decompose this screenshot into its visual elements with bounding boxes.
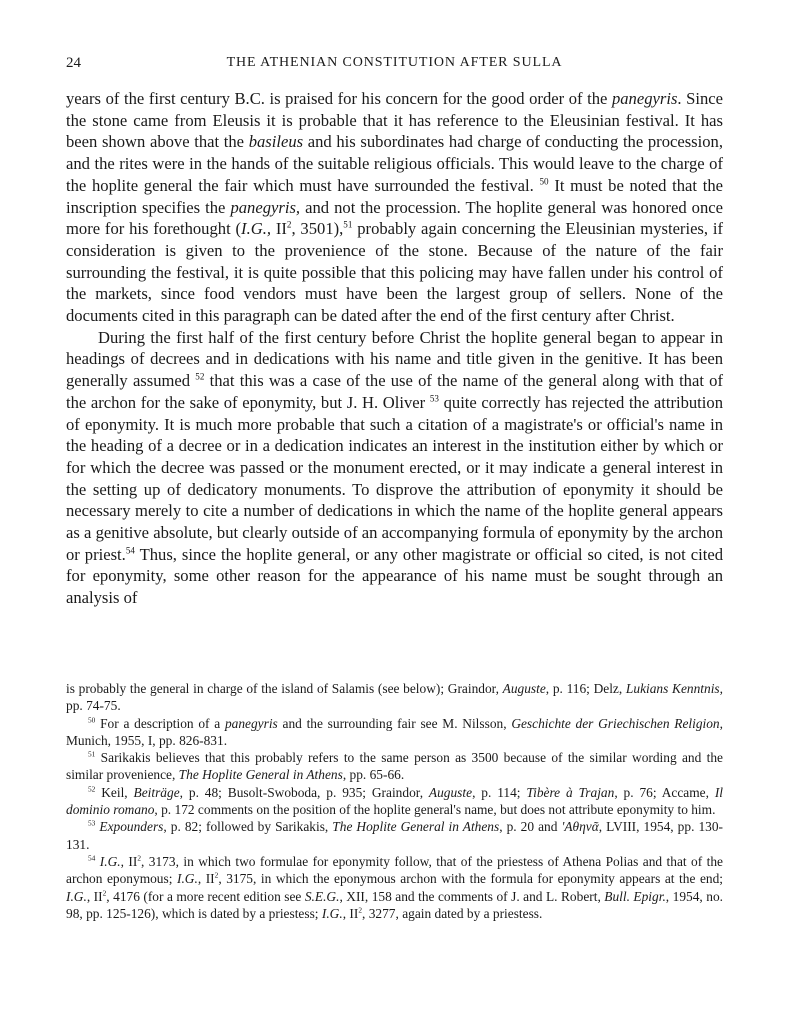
note-ref: 51 [343,219,353,230]
footnote-53 [66,818,723,853]
text-run: , Munich, 1955, I, pp. 826-831. [66,715,723,748]
note-ref: 54 [125,545,135,556]
italic-text: Auguste [502,681,546,696]
italic-text: Lukians Kenntnis [625,681,720,696]
text-run: , p. 48; Busolt-Swoboda, p. 935; Graindor, [179,784,429,800]
footnotes [66,680,723,922]
text-run: B.C. [234,89,265,108]
italic-text: The Hoplite General in Athens [178,767,343,783]
text-run: that this was a case of the use of the name of the general along with that of the archon for the sake of eponymity, but J. H. Oliver [66,371,723,412]
paragraph [66,88,723,327]
footnote-51 [66,749,723,784]
note-ref: 2 [137,853,142,863]
text-run: , 3175, in which the eponymous archon with the formula for eponymity appears at the end; [218,871,723,887]
text-run: , II [342,905,359,921]
italic-text: Il dominio romano [66,784,723,818]
italic-text: I.G. [321,905,343,921]
text-run: , 3173, in which two formulae for eponymity follow, that of the priestess of Athena Polias and that of the archon eponymous; [66,853,723,887]
text-run: , p. 116; Delz, [545,681,626,696]
text-run: years of the first century [66,89,235,108]
note-ref: 51 [88,749,96,759]
paragraph [66,327,723,609]
italic-text: 'Αθηνᾶ [561,819,599,835]
text-run: is probably the general in charge of the island of Salamis (see below); Graindor, [66,681,503,696]
text-run: , LVIII, 1954, pp. 130-131. [66,819,723,852]
italic-text: basileus [248,132,304,152]
text-run: quite correctly has rejected the attribution of eponymity. It is much more probable that such a citation of a magistrate's or official's name in the heading of a decree or in a dedication indicates an interest in the institution either by which or for which the decree was passed or the monument erected, or it may indicate a general interest in the setting up of dedicatory monuments. To disprove the attribution of eponymity it should be necessary merely to cite a number of dedications in which the name of the hoplite general appears as a genitive absolute, but clearly outside of an accompanying formula of eponymity by the archon or priest. [66,392,723,564]
note-ref: 54 [88,853,96,863]
text-run: , 1954, no. 98, pp. 125-126), which is dated by a priestess; [66,888,723,921]
note-ref: 2 [286,219,292,230]
italic-text: Bull. Epigr. [604,888,666,904]
footnote-50 [66,715,723,750]
text-run: . Since the stone came from Eleusis it is probable that it has reference to the Eleusinian festival. It has been shown above that the [66,89,723,152]
text-run: For a description of a [95,715,225,731]
text-run: is praised for his concern for the good order of the [264,89,612,108]
text-run: , II [197,871,215,887]
text-run: probably again concerning the Eleusinian mysteries, if consideration is given to the provenience of the stone. Because of the nature of the fair surrounding the festival, it is quite possible that this policing may have fallen under his control of the markets, since food vendors must have been the largest group of sellers. None of the documents cited in this paragraph can be dated after the end of the first century after Christ. [66,219,723,326]
note-ref: 52 [88,784,96,794]
text-run: During the first half of the first century before Christ the hoplite general began to appear in headings of decrees and in dedications with his name and title given in the genitive. It has been generally assumed [66,327,723,391]
text-run: II [271,219,287,239]
note-ref: 2 [214,870,219,880]
text-run: and his subordinates had charge of conducting the procession, and the rites were in the hands of the suitable religious officials. This would leave to the charge of the hoplite general the fair which must have surrounded the festival. [66,132,723,195]
text-run: Thus, since the hoplite general, or any other magistrate or official so cited, is not cited for eponymity, some other reason for the appearance of his name must be sought through an analysis of [66,544,723,608]
body-text [66,88,723,609]
text-run: and not the procession. The hoplite general was honored once more for his forethought ( [66,197,724,239]
italic-text: The Hoplite General in Athens [332,819,500,835]
footnote-52 [66,784,723,819]
italic-text: panegyris [224,715,278,731]
italic-text: Expounders [99,819,164,835]
note-ref: 50 [539,176,549,187]
italic-text: Tibère à Trajan [526,784,615,800]
note-ref: 2 [102,888,107,898]
text-run: , 3501), [291,219,344,239]
text-run: , p. 172 comments on the position of the hoplite general's name, but does not attribute eponymity to him. [154,802,716,818]
text-run: , 4176 (for a more recent edition see [106,888,305,904]
text-run: , p. 82; followed by Sarikakis, [163,819,333,835]
text-run: , 3277, again dated by a priestess. [362,905,543,921]
footnote-54 [66,853,723,922]
text-run: Keil, [95,784,134,800]
footnote-continuation [66,680,723,715]
text-run: , pp. 74-75. [66,681,724,714]
text-run: , pp. 65-66. [342,767,405,783]
italic-text: Geschichte der Griechischen Religion [511,715,720,731]
page-header [66,55,723,77]
note-ref: 53 [88,818,96,828]
text-run: , p. 20 and [499,819,562,835]
running-title: THE ATHENIAN CONSTITUTION AFTER SULLA [226,55,563,70]
italic-text: I.G. [99,853,121,869]
note-ref: 50 [88,715,96,725]
text-run: Sarikakis believes that this probably refers to the same person as 3500 because of the similar wording and the similar provenience, [66,750,723,783]
italic-text: panegyris [611,89,678,108]
text-run: , II [86,888,103,904]
text-run: , XII, 158 and the comments of J. and L. Robert, [339,888,605,904]
note-ref: 2 [358,905,363,915]
italic-text: Beiträge [133,784,180,800]
italic-text: S.E.G. [304,888,340,904]
note-ref: 52 [195,371,205,382]
italic-text: I.G. [66,888,87,904]
text-run: , II [120,853,138,869]
italic-text: I.G., [241,219,272,239]
note-ref: 53 [429,393,439,404]
text-run: It must be noted that the inscription specifies the [66,175,723,217]
text-run: and the surrounding fair see M. Nilsson, [277,715,512,731]
italic-text: Auguste [428,784,473,800]
text-run: , p. 76; Accame, [614,784,715,800]
italic-text: I.G. [176,871,198,887]
italic-text: panegyris, [230,197,301,217]
text-run: , p. 114; [472,784,527,800]
page-number: 24 [66,55,81,71]
